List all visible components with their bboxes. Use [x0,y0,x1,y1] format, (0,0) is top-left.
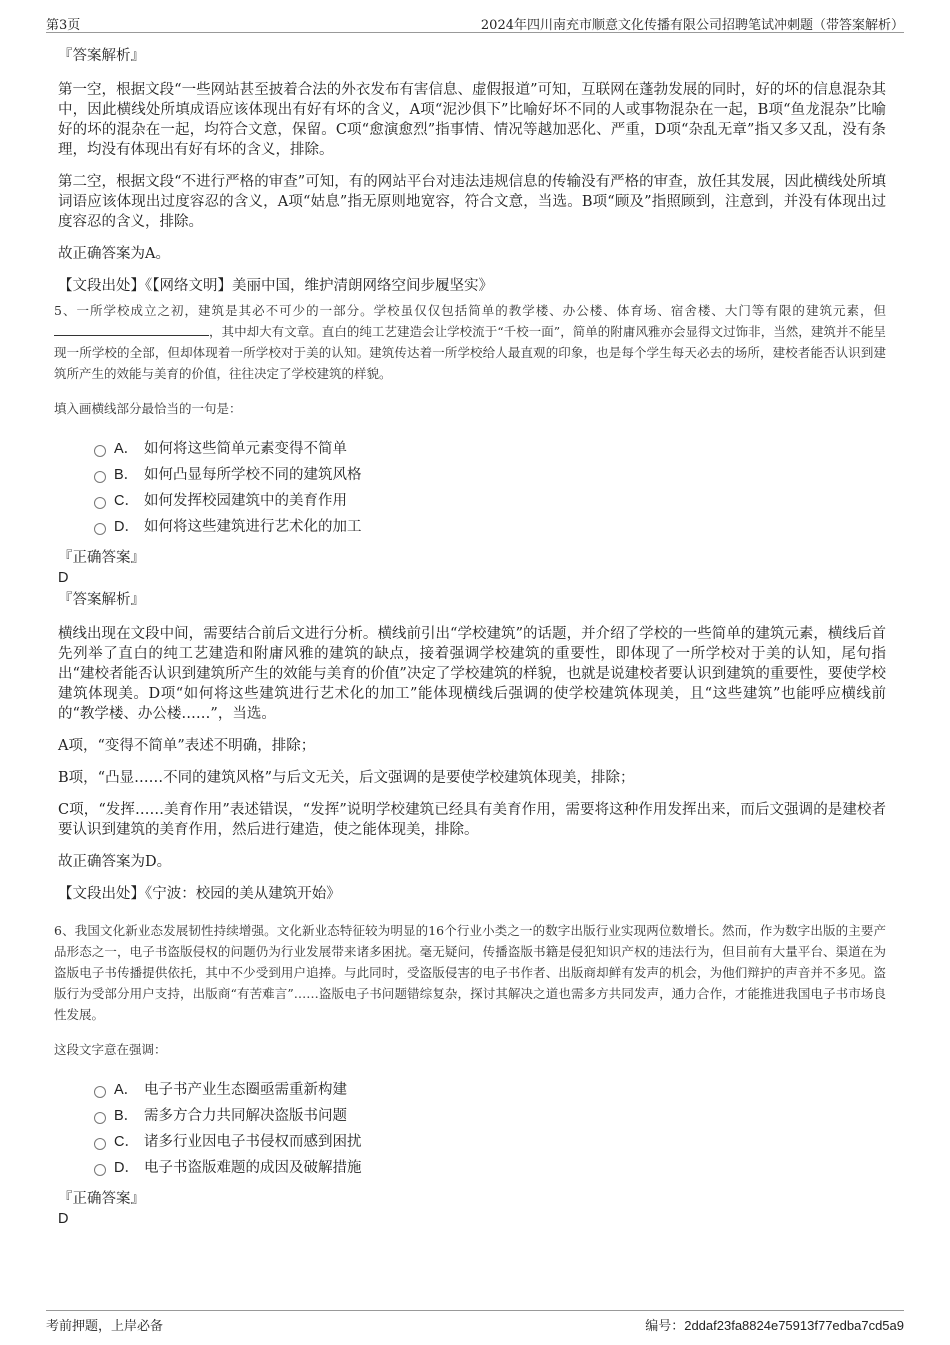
option-letter: C． [114,493,139,509]
analysis-paragraph: 横线出现在文段中间，需要结合前后文进行分析。横线前引出“学校建筑”的话题，并介绍了学校的一些简单的建筑元素，横线后首先列举了直白的纯工艺建造和附庸风雅的建筑的缺点，接着强调学校建筑的重要性，即体现了一所学校对于美的认知，尾句指出“建校者能否认识到建筑所产生的效能与美育的价值”决定了学校建筑的样貌，也就是说建校者要认识到建筑的重要性，要使学校建筑体现美。D项“如何将这些建筑进行艺术化的加工”能体现横线后强调的使学校建筑体现美，且“这些建筑”也能呼应横线前的“教学楼、办公楼……”，当选。 [58,626,886,722]
correct-answer-label: 『正确答案』 [58,1191,145,1207]
passage-source: 【文段出处】《【网络文明】美丽中国，维护清朗网络空间步履坚实》 [58,278,493,294]
radio-icon[interactable] [94,1164,106,1176]
question-5-text-after: ，其中却大有文章。直白的纯工艺建造会让学校流于“千校一面”，简单的附庸风雅亦会显得文过饰非，当然，建筑并不能呈现一所学校的全部，但却体现着一所学校对于美的认知。建筑传达着一所学校给人最直观的印象，也是每个学生每天必去的场所，建校者能否认识到建筑所产生的效能与美育的价值，往往决定了学校建筑的样貌。 [54,324,886,381]
page-header [46,12,904,33]
analysis-conclusion: 故正确答案为A。 [58,246,170,262]
analysis-paragraph: 第二空，根据文段“不进行严格的审查”可知，有的网站平台对违法违规信息的传输没有严格的审查，放任其发展，因此横线处所填词语应该体现出过度容忍的含义，A项“姑息”指无原则地宽容，符合文意，当选。B项“顾及”指照顾到，注意到，并没有体现出过度容忍的含义，排除。 [58,174,886,230]
option-c[interactable] [94,1129,886,1155]
question-6-options [94,1077,886,1181]
document-title: 2024年四川南充市顺意文化传播有限公司招聘笔试冲刺题（带答案解析） [480,18,904,33]
option-text: 如何凸显每所学校不同的建筑风格 [144,467,362,483]
analysis-paragraph: 第一空，根据文段“一些网站甚至披着合法的外衣发布有害信息、虚假报道”可知，互联网在蓬勃发展的同时，好的坏的信息混杂其中，因此横线处所填成语应该体现出有好有坏的含义，A项“泥沙俱下”比喻好坏不同的人或事物混杂在一起，B项“鱼龙混杂”比喻好的坏的混杂在一起，均符合文意，保留。C项“愈演愈烈”指事情、情况等越加恶化、严重，D项“杂乱无章”指又多又乱，没有条理，均没有体现出有好有坏的含义，排除。 [58,82,886,158]
option-letter: C． [114,1134,139,1150]
footer-slogan: 考前押题，上岸必备 [46,1319,164,1334]
correct-answer: D [58,570,69,586]
analysis-label: 『答案解析』 [58,592,145,608]
option-text: 如何将这些简单元素变得不简单 [144,441,347,457]
option-d[interactable] [94,1155,886,1181]
option-text: 如何将这些建筑进行艺术化的加工 [144,519,362,535]
correct-answer: D [58,1211,69,1227]
analysis-paragraph: C项，“发挥……美育作用”表述错误，“发挥”说明学校建筑已经具有美育作用，需要将这种作用发挥出来，而后文强调的是建校者要认识到建筑的美育作用，然后进行建造，使之能体现美，排除。 [58,802,886,838]
option-d[interactable] [94,514,886,540]
option-letter: A． [114,441,139,457]
question-6-text: 6、我国文化新业态发展韧性持续增强。文化新业态特征较为明显的16个行业小类之一的数字出版行业实现两位数增长。然而，作为数字出版的主要产品形态之一，电子书盗版侵权的问题仍为行业发展带来诸多困扰。毫无疑问，传播盗版书籍是侵犯知识产权的违法行为，但目前有大量平台、渠道在为盗版电子书传播提供依托，其中不少受到用户追捧。与此同时，受盗版侵害的电子书作者、出版商却鲜有发声的机会，为他们辩护的声音并不多见。盗版行为受部分用户支持，出版商“有苦难言”……盗版电子书问题错综复杂，探讨其解决之道也需多方共同发声，通力合作，才能推进我国电子书市场良性发展。 [54,923,886,1022]
passage-source: 【文段出处】《宁波：校园的美从建筑开始》 [58,886,341,902]
option-text: 需多方合力共同解决盗版书问题 [144,1108,347,1124]
correct-answer-label: 『正确答案』 [58,550,145,566]
question-5-text [54,300,886,384]
option-text: 如何发挥校园建筑中的美育作用 [144,493,347,509]
option-letter: D． [114,519,139,535]
page-footer [46,1310,904,1333]
option-c[interactable] [94,488,886,514]
radio-icon[interactable] [94,1138,106,1150]
document-id: 编号：2ddaf23fa8824e75913f77edba7cd5a9 [645,1318,904,1333]
option-text: 电子书盗版难题的成因及破解措施 [144,1160,362,1176]
question-6-prompt: 这段文字意在强调： [54,1042,167,1057]
radio-icon[interactable] [94,497,106,509]
analysis-paragraph: B项，“凸显……不同的建筑风格”与后文无关，后文强调的是要使学校建筑体现美，排除； [58,770,635,786]
radio-icon[interactable] [94,471,106,483]
question-5-text-before: 5、一所学校成立之初，建筑是其必不可少的一部分。学校虽仅仅包括简单的教学楼、办公楼、体育场、宿舍楼、大门等有限的建筑元素，但 [54,303,886,318]
page-number: 第3页 [46,18,81,33]
option-letter: D． [114,1160,139,1176]
question-5-options [94,436,886,540]
option-text: 电子书产业生态圈亟需重新构建 [144,1082,347,1098]
option-a[interactable] [94,436,886,462]
analysis-label: 『答案解析』 [58,48,145,64]
analysis-conclusion: 故正确答案为D。 [58,854,172,870]
option-letter: B． [114,467,139,483]
option-a[interactable] [94,1077,886,1103]
radio-icon[interactable] [94,523,106,535]
option-text: 诸多行业因电子书侵权而感到困扰 [144,1134,362,1150]
option-b[interactable] [94,462,886,488]
document-content [56,44,886,1231]
question-5-prompt: 填入画横线部分最恰当的一句是： [54,401,242,416]
radio-icon[interactable] [94,1112,106,1124]
analysis-paragraph: A项，“变得不简单”表述不明确，排除； [58,738,316,754]
option-letter: B． [114,1108,139,1124]
option-letter: A． [114,1082,139,1098]
fill-blank-line [54,321,209,336]
option-b[interactable] [94,1103,886,1129]
radio-icon[interactable] [94,445,106,457]
radio-icon[interactable] [94,1086,106,1098]
